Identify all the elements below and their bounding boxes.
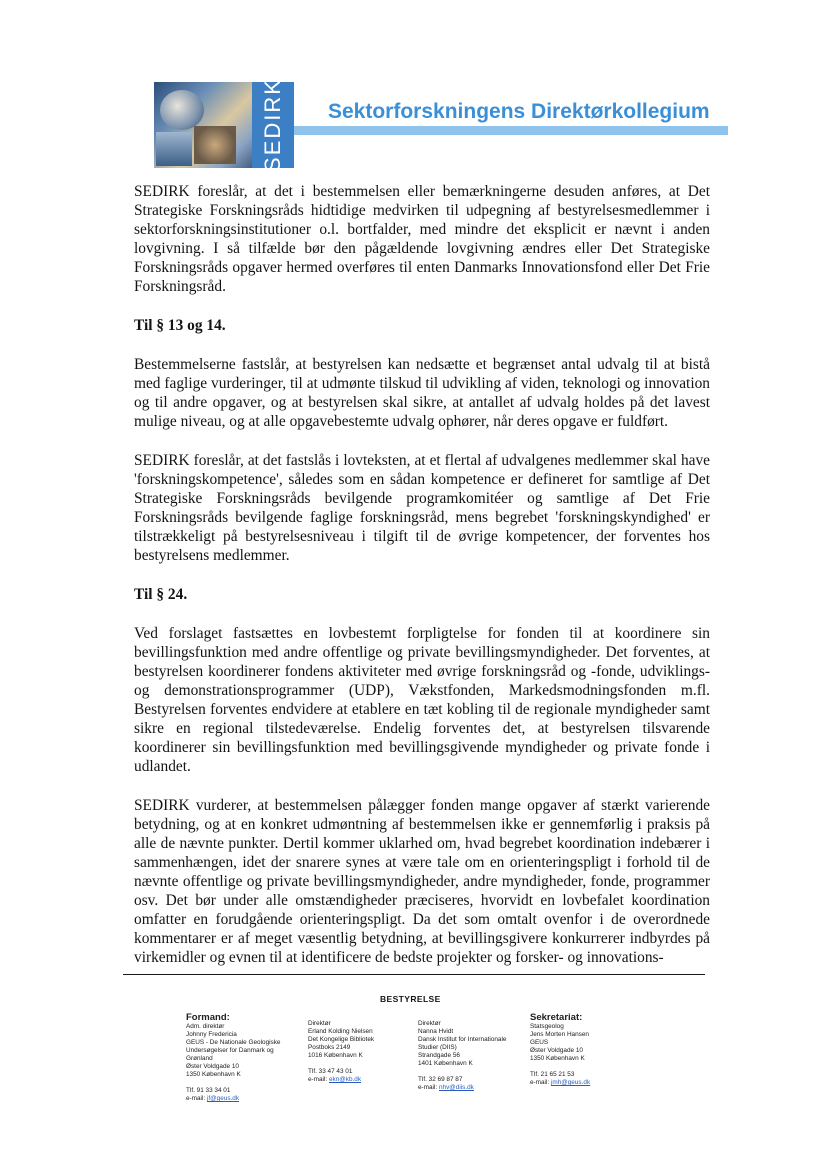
paragraph: SEDIRK foreslår, at det fastslås i lovteksten, at et flertal af udvalgenes medlemmer skal have 'forskningskompetence', således som en sådan kompetence er defineret for samtlige af Det Strategiske Forskningsråds bevilgende programkomitéer og samtlige af Det Frie Forskningsråds bevilgende faglige forskningsråd, mens begrebet 'forskningskyndighed' er tilstrækkeligt på bestyrelsesniveau i tilgift til de øvrige kompetencer, der forventes hos bestyrelsens medlemmer. — [134, 452, 710, 564]
secretariat-city: 1350 København K — [530, 1055, 585, 1062]
member-phone: Tlf. 32 69 87 87 — [418, 1076, 463, 1083]
footer-member-column — [418, 1020, 506, 1092]
member-name: Nanna Hvidt — [418, 1028, 454, 1035]
member-org: Det Kongelige Bibliotek — [308, 1036, 375, 1043]
secretariat-org: GEUS — [530, 1039, 549, 1046]
footer-divider — [123, 974, 705, 975]
secretariat-phone: Tlf. 21 65 21 53 — [530, 1071, 575, 1078]
letter-body — [134, 182, 710, 987]
chair-org-cont2: Grønland — [186, 1055, 213, 1062]
member-email-row — [418, 1084, 506, 1092]
title-underline-bar — [294, 126, 728, 135]
logo-vertical-band — [252, 78, 294, 172]
section-heading: Til § 24. — [134, 586, 188, 603]
chair-city: 1350 København K — [186, 1071, 241, 1078]
paragraph: SEDIRK vurderer, at bestemmelsen pålægger fonden mange opgaver af stærkt varierende betydning, og at en konkret udmøntning af bestemmelsen ikke er gennemførlig i praksis på alle de nævnte punkter. Dertil kommer uklarhed om, hvad begrebet koordination indebærer i sammenhængen, idet der snarere synes at være tale om en orienteringspligt i forhold til de nævnte offentlige og private bevillingsmyndigheder, andre myndigheder, fonde, programmer osv. Det bør under alle omstændigheder præciseres, hvorvidt en lovbefalet koordination omfatter en forudgående orienteringspligt. Da det som omtalt ovenfor i de overordnede kommentarer er af meget væsentlig betydning, at bevillingsgivere konkurrerer indbyrdes på virkemidler og evnen til at identificere de bedste projekter og forsker- og innovations- — [134, 797, 710, 966]
secretariat-email-label: e-mail: — [530, 1079, 550, 1086]
logo-photo-figure — [194, 126, 236, 164]
member-email-label: e-mail: — [418, 1084, 438, 1091]
member-email-label: e-mail: — [308, 1076, 328, 1083]
member-street: Strandgade 56 — [418, 1052, 460, 1059]
secretariat-street: Øster Voldgade 10 — [530, 1047, 583, 1054]
logo-photo-landscape — [156, 132, 192, 166]
letterhead — [0, 0, 828, 180]
member-email-link[interactable]: ekn@kb.dk — [328, 1076, 362, 1083]
chair-org-cont: Undersøgelser for Danmark og — [186, 1047, 274, 1054]
secretariat-email-row — [530, 1079, 590, 1087]
footer-member-column — [308, 1020, 374, 1084]
paragraph: Ved forslaget fastsættes en lovbestemt forpligtelse for fonden til at koordinere sin bevillingsfunktion med andre offentlige og private bevillingsmyndigheder. Det forventes, at bestyrelsen koordinerer fondens aktiviteter med øvrige forskningsråd og -fonde, udviklings- og demonstrationsprogrammer (UDP), Vækstfonden, Markedsmodningsfonden m.fl. Bestyrelsen forventes endvidere at etablere en tæt kobling til de regionale myndigheder samt sikre en regional tilstedeværelse. Endelig forventes det, at bestyrelsen tilsvarende koordinerer sin bevillingsfunktion med bevillingsgivende myndigheder og private fonde i udlandet. — [134, 625, 710, 775]
chair-label: Formand: — [186, 1012, 230, 1023]
chair-email-row — [186, 1095, 280, 1103]
member-name: Erland Kolding Nielsen — [308, 1028, 373, 1035]
member-title: Direktør — [418, 1020, 441, 1027]
member-city: 1016 København K — [308, 1052, 363, 1059]
member-email-link[interactable]: nhv@diis.dk — [438, 1084, 474, 1091]
chair-phone: Tlf. 91 33 34 01 — [186, 1087, 231, 1094]
chair-title: Adm. direktør — [186, 1023, 225, 1030]
member-org: Dansk Institut for Internationale — [418, 1036, 507, 1043]
member-org-cont: Studier (DIIS) — [418, 1044, 457, 1051]
member-postbox: Postboks 2149 — [308, 1044, 351, 1051]
member-email-row — [308, 1076, 374, 1084]
secretariat-label: Sekretariat: — [530, 1012, 583, 1023]
secretariat-title: Statsgeolog — [530, 1023, 564, 1030]
logo-text: SEDIRK — [260, 78, 286, 172]
board-heading: BESTYRELSE — [380, 994, 441, 1004]
footer-chair-column — [186, 1012, 280, 1103]
chair-email-label: e-mail: — [186, 1095, 206, 1102]
member-city: 1401 København K — [418, 1060, 473, 1067]
member-title: Direktør — [308, 1020, 331, 1027]
secretariat-name: Jens Morten Hansen — [530, 1031, 589, 1038]
chair-org: GEUS - De Nationale Geologiske — [186, 1039, 281, 1046]
chair-street: Øster Voldgade 10 — [186, 1063, 239, 1070]
section-heading: Til § 13 og 14. — [134, 317, 226, 334]
member-phone: Tlf. 33 47 43 01 — [308, 1068, 353, 1075]
organization-title: Sektorforskningens Direktørkollegium — [328, 100, 710, 123]
paragraph: Bestemmelserne fastslår, at bestyrelsen kan nedsætte et begrænset antal udvalg til at bistå med faglige vurderinger, til at udmønte tilskud til udvikling af viden, teknologi og innovation og til andre opgaver, og at bestyrelsen skal sikre, at antallet af udvalg holdes på det lavest mulige niveau, og at alle opgavebestemte udvalg ophører, når deres opgave er fuldført. — [134, 356, 710, 430]
secretariat-email-link[interactable]: jmh@geus.dk — [550, 1079, 591, 1086]
chair-name: Johnny Fredericia — [186, 1031, 237, 1038]
paragraph: SEDIRK foreslår, at det i bestemmelsen eller bemærkningerne desuden anføres, at Det Strategiske Forskningsråds hidtidige medvirken til udpegning af bestyrelsesmedlemmer i sektorforskningsinstitutioner o.l. bortfalder, med mindre det eksplicit er nævnt i anden lovgivning. I så tilfælde bør den pågældende lovgivning ændres eller Det Strategiske Forskningsråds opgaver hermed overføres til enten Danmarks Innovationsfond eller Det Frie Forskningsråd. — [134, 183, 710, 295]
logo-photo-globe — [160, 90, 204, 130]
chair-email-link[interactable]: jf@geus.dk — [206, 1095, 240, 1102]
footer-secretariat-column — [530, 1012, 590, 1087]
